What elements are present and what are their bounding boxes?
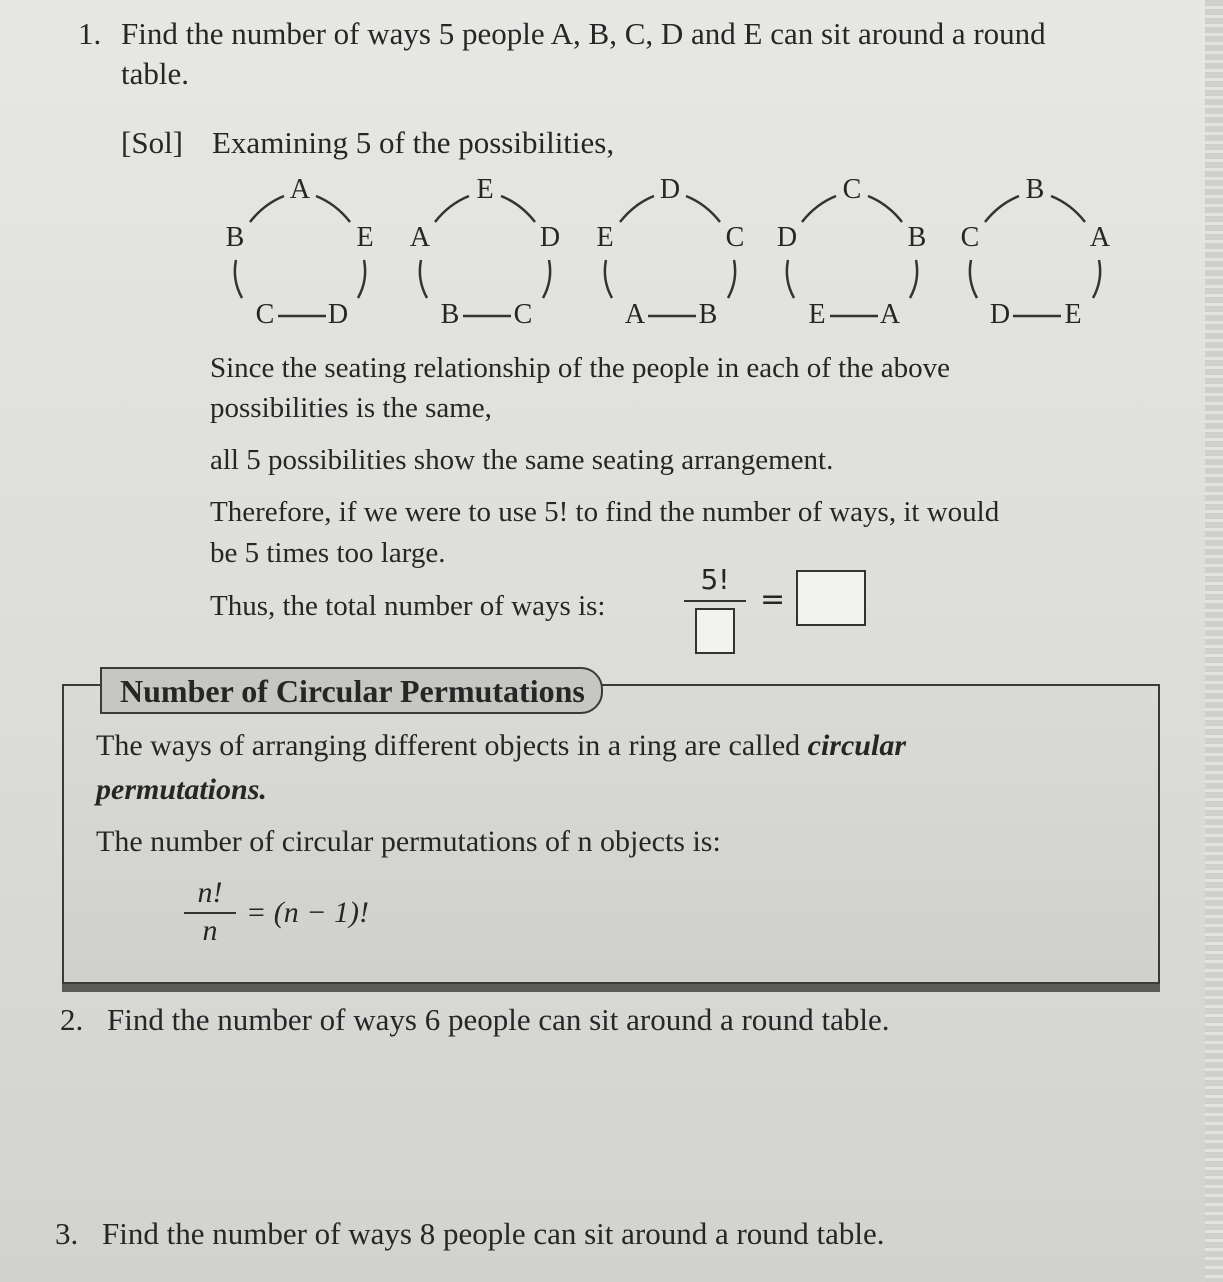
seat-bottom-left: A: [624, 299, 646, 330]
seat-top: B: [1025, 174, 1045, 205]
denominator-answer-box[interactable]: [695, 608, 735, 654]
seat-bottom-right: C: [513, 299, 533, 330]
seat-bottom-right: B: [698, 299, 718, 330]
seat-bottom-right: D: [327, 299, 349, 330]
seating-diagram-3: [590, 170, 750, 335]
seat-top: D: [659, 174, 681, 205]
seating-diagram-2: [405, 170, 565, 335]
formula-denominator: n: [202, 914, 218, 947]
question-2-number: 2.: [60, 1002, 84, 1037]
seat-right: C: [725, 222, 745, 253]
question-3-text: Find the number of ways 8 people can sit around a round table.: [102, 1216, 885, 1251]
callout-title: Number of Circular Permutations: [100, 667, 603, 714]
seat-bottom-left: B: [440, 299, 460, 330]
seat-bottom-left: E: [808, 299, 826, 330]
seat-right: E: [356, 222, 374, 253]
seat-bottom-left: D: [989, 299, 1011, 330]
equals-sign: =: [760, 582, 786, 617]
formula-numerator: n!: [197, 876, 223, 909]
seat-top: E: [476, 174, 494, 205]
seat-top: A: [289, 174, 311, 205]
seat-left: E: [596, 222, 614, 253]
solution-intro: Examining 5 of the possibilities,: [212, 125, 615, 160]
callout-formula-fraction: [184, 876, 236, 948]
fraction-bar: [684, 600, 746, 602]
seat-top: C: [842, 174, 862, 205]
result-answer-box[interactable]: [796, 570, 866, 626]
explanation-line-6: Thus, the total number of ways is:: [210, 590, 606, 622]
solution-tag: [Sol]: [121, 125, 183, 160]
seat-bottom-left: C: [255, 299, 275, 330]
callout-definition-text: The ways of arranging different objects in a ring are called: [96, 729, 801, 762]
fraction-numerator: 5!: [700, 563, 730, 596]
seat-left: C: [960, 222, 980, 253]
question-1-text-line1: Find the number of ways 5 people A, B, C, D and E can sit around a round: [121, 16, 1046, 51]
question-1-number: 1.: [78, 16, 102, 51]
seat-left: B: [225, 222, 245, 253]
seat-right: D: [539, 222, 561, 253]
answer-fraction: [680, 562, 750, 654]
explanation-line-2: possibilities is the same,: [210, 392, 492, 424]
explanation-line-3: all 5 possibilities show the same seating arrangement.: [210, 444, 834, 476]
page-edge: [1205, 0, 1223, 1282]
callout-definition-line1: [96, 726, 906, 766]
seating-diagram-1: [220, 170, 380, 335]
explanation-line-5: be 5 times too large.: [210, 537, 446, 569]
seating-diagram-5: [955, 170, 1115, 335]
question-3-number: 3.: [55, 1216, 79, 1251]
callout-formula-intro: The number of circular permutations of n objects is:: [96, 825, 721, 858]
callout-term-circular: circular: [807, 729, 906, 762]
seat-right: B: [907, 222, 927, 253]
explanation-line-1: Since the seating relationship of the people in each of the above: [210, 352, 951, 384]
explanation-line-4: Therefore, if we were to use 5! to find the number of ways, it would: [210, 496, 1000, 528]
seat-right: A: [1089, 222, 1111, 253]
seat-bottom-right: A: [879, 299, 901, 330]
question-1-text-line2: table.: [121, 56, 189, 91]
seat-bottom-right: E: [1064, 299, 1082, 330]
callout-term-permutations: permutations.: [96, 773, 267, 806]
formula-rhs: = (n − 1)!: [246, 896, 369, 929]
question-2-text: Find the number of ways 6 people can sit around a round table.: [107, 1002, 890, 1037]
seating-diagram-4: [772, 170, 932, 335]
seat-left: D: [776, 222, 798, 253]
seat-left: A: [409, 222, 431, 253]
